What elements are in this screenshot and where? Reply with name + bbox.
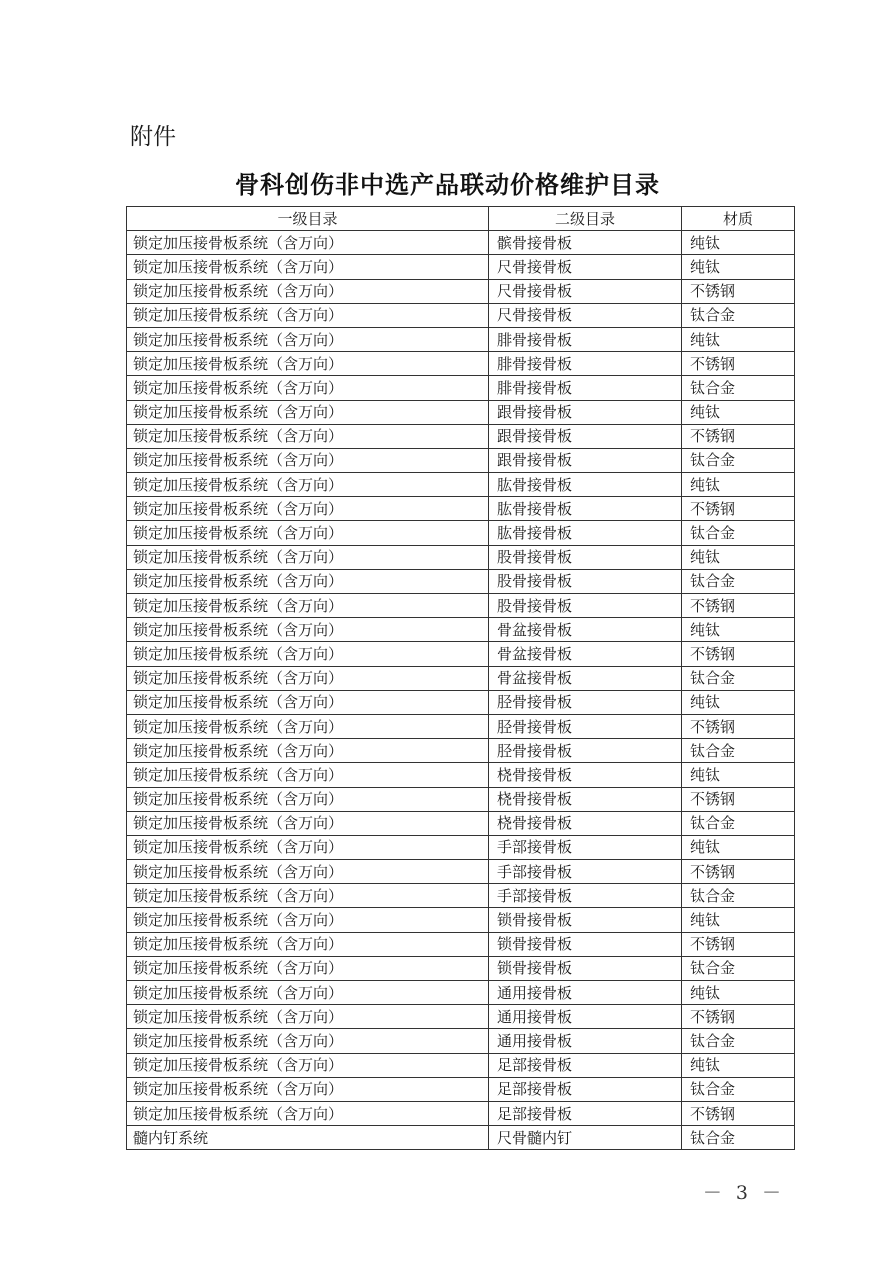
attachment-label: 附件 xyxy=(130,124,176,150)
cell-material: 纯钛 xyxy=(682,1053,795,1077)
table-row xyxy=(127,956,795,980)
cell-material: 钛合金 xyxy=(682,303,795,327)
cell-level1: 锁定加压接骨板系统（含万向） xyxy=(127,569,489,593)
cell-material: 纯钛 xyxy=(682,690,795,714)
cell-level1: 锁定加压接骨板系统（含万向） xyxy=(127,860,489,884)
table-row xyxy=(127,860,795,884)
table-row xyxy=(127,787,795,811)
cell-material: 钛合金 xyxy=(682,521,795,545)
cell-level2: 锁骨接骨板 xyxy=(489,932,682,956)
table-row xyxy=(127,981,795,1005)
cell-material: 纯钛 xyxy=(682,618,795,642)
table-row xyxy=(127,932,795,956)
cell-material: 不锈钢 xyxy=(682,787,795,811)
cell-material: 钛合金 xyxy=(682,1077,795,1101)
cell-material: 钛合金 xyxy=(682,739,795,763)
cell-level2: 胫骨接骨板 xyxy=(489,690,682,714)
cell-level2: 桡骨接骨板 xyxy=(489,763,682,787)
table-row xyxy=(127,884,795,908)
page-number: － 3 － xyxy=(702,1182,785,1204)
table-row xyxy=(127,255,795,279)
cell-level1: 锁定加压接骨板系统（含万向） xyxy=(127,1005,489,1029)
cell-level2: 锁骨接骨板 xyxy=(489,908,682,932)
cell-material: 纯钛 xyxy=(682,255,795,279)
cell-material: 不锈钢 xyxy=(682,1005,795,1029)
table-row xyxy=(127,811,795,835)
table-row xyxy=(127,1126,795,1150)
cell-level1: 锁定加压接骨板系统（含万向） xyxy=(127,448,489,472)
cell-level1: 锁定加压接骨板系统（含万向） xyxy=(127,739,489,763)
cell-material: 不锈钢 xyxy=(682,352,795,376)
header-level2: 二级目录 xyxy=(489,207,682,231)
cell-material: 不锈钢 xyxy=(682,714,795,738)
table-row xyxy=(127,569,795,593)
cell-level1: 锁定加压接骨板系统（含万向） xyxy=(127,1077,489,1101)
cell-level2: 股骨接骨板 xyxy=(489,569,682,593)
table-row xyxy=(127,666,795,690)
cell-level2: 通用接骨板 xyxy=(489,981,682,1005)
cell-level1: 锁定加压接骨板系统（含万向） xyxy=(127,424,489,448)
cell-level2: 骨盆接骨板 xyxy=(489,642,682,666)
cell-material: 不锈钢 xyxy=(682,424,795,448)
table-row xyxy=(127,1101,795,1125)
cell-level2: 肱骨接骨板 xyxy=(489,521,682,545)
cell-level1: 锁定加压接骨板系统（含万向） xyxy=(127,787,489,811)
cell-level2: 骨盆接骨板 xyxy=(489,666,682,690)
cell-level1: 锁定加压接骨板系统（含万向） xyxy=(127,618,489,642)
cell-level1: 锁定加压接骨板系统（含万向） xyxy=(127,1053,489,1077)
table-row xyxy=(127,594,795,618)
cell-level2: 腓骨接骨板 xyxy=(489,352,682,376)
cell-level1: 锁定加压接骨板系统（含万向） xyxy=(127,473,489,497)
table-row xyxy=(127,279,795,303)
table-row xyxy=(127,763,795,787)
table-row xyxy=(127,424,795,448)
cell-level2: 跟骨接骨板 xyxy=(489,424,682,448)
cell-level1: 髓内钉系统 xyxy=(127,1126,489,1150)
table-row xyxy=(127,1029,795,1053)
table-row xyxy=(127,327,795,351)
cell-level2: 股骨接骨板 xyxy=(489,594,682,618)
cell-material: 不锈钢 xyxy=(682,860,795,884)
cell-level1: 锁定加压接骨板系统（含万向） xyxy=(127,497,489,521)
cell-level2: 肱骨接骨板 xyxy=(489,497,682,521)
cell-level1: 锁定加压接骨板系统（含万向） xyxy=(127,884,489,908)
table-row xyxy=(127,400,795,424)
cell-material: 钛合金 xyxy=(682,376,795,400)
document-title: 骨科创伤非中选产品联动价格维护目录 xyxy=(235,170,660,199)
cell-level1: 锁定加压接骨板系统（含万向） xyxy=(127,303,489,327)
table-row xyxy=(127,521,795,545)
cell-material: 钛合金 xyxy=(682,448,795,472)
header-material: 材质 xyxy=(682,207,795,231)
cell-material: 不锈钢 xyxy=(682,497,795,521)
cell-level1: 锁定加压接骨板系统（含万向） xyxy=(127,811,489,835)
cell-level2: 尺骨接骨板 xyxy=(489,255,682,279)
cell-level2: 锁骨接骨板 xyxy=(489,956,682,980)
cell-material: 不锈钢 xyxy=(682,932,795,956)
cell-material: 钛合金 xyxy=(682,884,795,908)
cell-material: 纯钛 xyxy=(682,231,795,255)
cell-material: 钛合金 xyxy=(682,1029,795,1053)
cell-level2: 骨盆接骨板 xyxy=(489,618,682,642)
cell-level1: 锁定加压接骨板系统（含万向） xyxy=(127,981,489,1005)
cell-level1: 锁定加压接骨板系统（含万向） xyxy=(127,666,489,690)
table-row xyxy=(127,908,795,932)
cell-level1: 锁定加压接骨板系统（含万向） xyxy=(127,835,489,859)
cell-material: 钛合金 xyxy=(682,811,795,835)
cell-level1: 锁定加压接骨板系统（含万向） xyxy=(127,763,489,787)
cell-level2: 手部接骨板 xyxy=(489,835,682,859)
cell-level2: 跟骨接骨板 xyxy=(489,448,682,472)
table-row xyxy=(127,739,795,763)
cell-level2: 腓骨接骨板 xyxy=(489,376,682,400)
cell-material: 不锈钢 xyxy=(682,1101,795,1125)
table-header-row xyxy=(127,207,795,231)
table-row xyxy=(127,1005,795,1029)
cell-level1: 锁定加压接骨板系统（含万向） xyxy=(127,400,489,424)
cell-level1: 锁定加压接骨板系统（含万向） xyxy=(127,376,489,400)
cell-level1: 锁定加压接骨板系统（含万向） xyxy=(127,521,489,545)
table-row xyxy=(127,1077,795,1101)
cell-material: 钛合金 xyxy=(682,956,795,980)
table-row xyxy=(127,642,795,666)
cell-material: 纯钛 xyxy=(682,400,795,424)
cell-level2: 尺骨接骨板 xyxy=(489,279,682,303)
cell-level1: 锁定加压接骨板系统（含万向） xyxy=(127,231,489,255)
table-row xyxy=(127,497,795,521)
cell-level1: 锁定加压接骨板系统（含万向） xyxy=(127,255,489,279)
cell-level1: 锁定加压接骨板系统（含万向） xyxy=(127,642,489,666)
cell-level2: 髌骨接骨板 xyxy=(489,231,682,255)
cell-material: 纯钛 xyxy=(682,835,795,859)
cell-level2: 尺骨接骨板 xyxy=(489,303,682,327)
catalog-table xyxy=(126,206,795,1150)
cell-level2: 足部接骨板 xyxy=(489,1101,682,1125)
cell-level1: 锁定加压接骨板系统（含万向） xyxy=(127,956,489,980)
table-row xyxy=(127,473,795,497)
cell-level1: 锁定加压接骨板系统（含万向） xyxy=(127,352,489,376)
cell-material: 不锈钢 xyxy=(682,642,795,666)
cell-level2: 股骨接骨板 xyxy=(489,545,682,569)
cell-level1: 锁定加压接骨板系统（含万向） xyxy=(127,594,489,618)
table-row xyxy=(127,835,795,859)
cell-material: 纯钛 xyxy=(682,981,795,1005)
cell-level2: 胫骨接骨板 xyxy=(489,739,682,763)
table-row xyxy=(127,714,795,738)
header-level1: 一级目录 xyxy=(127,207,489,231)
table-row xyxy=(127,1053,795,1077)
cell-material: 不锈钢 xyxy=(682,594,795,618)
cell-material: 纯钛 xyxy=(682,327,795,351)
cell-level1: 锁定加压接骨板系统（含万向） xyxy=(127,1101,489,1125)
cell-level1: 锁定加压接骨板系统（含万向） xyxy=(127,1029,489,1053)
cell-level2: 手部接骨板 xyxy=(489,884,682,908)
cell-level1: 锁定加压接骨板系统（含万向） xyxy=(127,327,489,351)
cell-material: 纯钛 xyxy=(682,473,795,497)
table-row xyxy=(127,690,795,714)
cell-level1: 锁定加压接骨板系统（含万向） xyxy=(127,908,489,932)
table-row xyxy=(127,352,795,376)
table-row xyxy=(127,545,795,569)
cell-level2: 跟骨接骨板 xyxy=(489,400,682,424)
table-row xyxy=(127,618,795,642)
cell-material: 纯钛 xyxy=(682,908,795,932)
cell-material: 不锈钢 xyxy=(682,279,795,303)
cell-material: 钛合金 xyxy=(682,569,795,593)
cell-level2: 肱骨接骨板 xyxy=(489,473,682,497)
cell-level2: 胫骨接骨板 xyxy=(489,714,682,738)
cell-level2: 尺骨髓内钉 xyxy=(489,1126,682,1150)
table-row xyxy=(127,448,795,472)
table-row xyxy=(127,303,795,327)
cell-level1: 锁定加压接骨板系统（含万向） xyxy=(127,690,489,714)
cell-level2: 桡骨接骨板 xyxy=(489,787,682,811)
cell-level2: 桡骨接骨板 xyxy=(489,811,682,835)
cell-level2: 通用接骨板 xyxy=(489,1005,682,1029)
cell-level1: 锁定加压接骨板系统（含万向） xyxy=(127,932,489,956)
cell-material: 钛合金 xyxy=(682,666,795,690)
table-row xyxy=(127,231,795,255)
cell-level2: 手部接骨板 xyxy=(489,860,682,884)
cell-level2: 足部接骨板 xyxy=(489,1053,682,1077)
cell-material: 钛合金 xyxy=(682,1126,795,1150)
cell-level1: 锁定加压接骨板系统（含万向） xyxy=(127,279,489,303)
cell-level2: 足部接骨板 xyxy=(489,1077,682,1101)
cell-level2: 腓骨接骨板 xyxy=(489,327,682,351)
table-row xyxy=(127,376,795,400)
cell-level1: 锁定加压接骨板系统（含万向） xyxy=(127,545,489,569)
cell-level1: 锁定加压接骨板系统（含万向） xyxy=(127,714,489,738)
cell-material: 纯钛 xyxy=(682,763,795,787)
cell-level2: 通用接骨板 xyxy=(489,1029,682,1053)
cell-material: 纯钛 xyxy=(682,545,795,569)
